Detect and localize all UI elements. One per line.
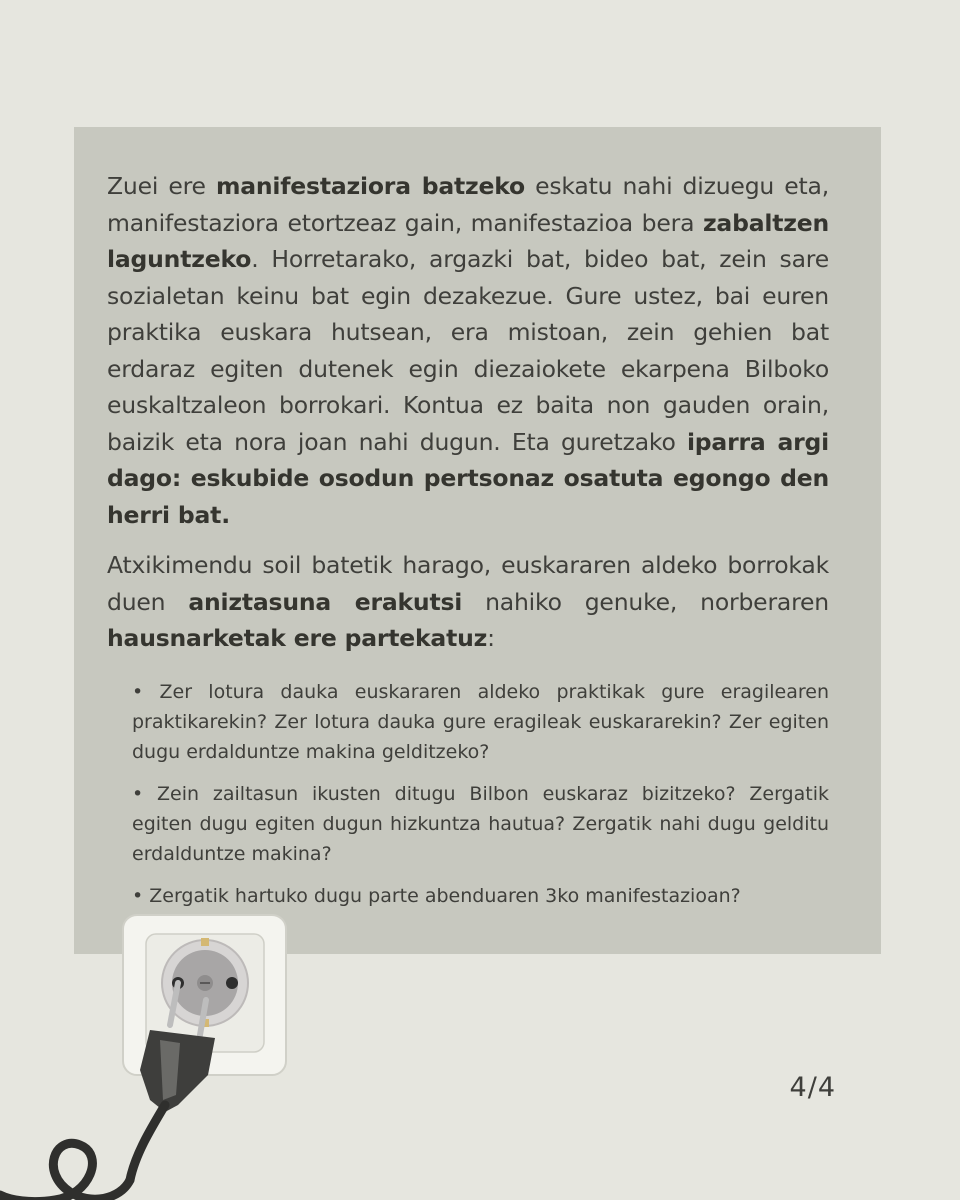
text-content — [107, 168, 829, 923]
text-segment: . Horretarako, argazki bat, bideo bat, zein sare sozialetan keinu bat egin dezakezue. Gure ustez, bai euren praktika euskara hutsean, era mistoan, zein gehien bat erdaraz egiten dutenek egin diezaiokete ekarpena Bilboko euskaltzaleon borrokari. Kontua ez baita non gauden orain, baizik eta nora joan nahi dugun. Eta guretzako — [107, 245, 829, 456]
paragraph-2 — [107, 547, 829, 657]
paragraph-1 — [107, 168, 829, 533]
text-segment: eskatu nahi dizuegu eta, manifestaziora etortzeaz gain, manifestazioa bera — [107, 172, 829, 237]
text-segment: : — [487, 624, 495, 652]
text-card — [74, 127, 881, 954]
power-socket-plug-illustration — [0, 900, 300, 1200]
cable-icon — [0, 1143, 130, 1200]
question-item: • Zer lotura dauka euskararen aldeko praktikak gure eragilearen praktikarekin? Zer lotura dauka gure eragileak euskararekin? Zer egiten dugu erdalduntze makina gelditzeko? — [132, 680, 829, 763]
question-item: • Zergatik hartuko dugu parte abenduaren 3ko manifestazioan? — [132, 884, 741, 907]
question-list — [107, 677, 829, 911]
bold-text-segment: aniztasuna erakutsi — [188, 587, 463, 616]
bold-text-segment: manifestaziora batzeko — [215, 172, 525, 200]
text-segment: Zuei ere — [107, 172, 216, 200]
text-segment: Atxikimendu soil batetik harago, euskararen aldeko borrokak duen — [107, 551, 829, 616]
bold-text-segment: hausnarketak ere partekatuz — [107, 624, 488, 652]
text-segment: nahiko genuke, norberaren — [462, 587, 830, 616]
bold-text-segment: zabaltzen laguntzeko — [107, 208, 829, 273]
bold-text-segment: iparra argi dago: eskubide osodun pertsonaz osatuta egongo den herri bat. — [107, 427, 830, 529]
page-number: 4/4 — [789, 1072, 836, 1103]
question-item: • Zein zailtasun ikusten ditugu Bilbon euskaraz bizitzeko? Zergatik egiten dugu egiten dugun hizkuntza hautua? Zergatik nahi dugu gelditu erdalduntze makina? — [132, 782, 829, 865]
